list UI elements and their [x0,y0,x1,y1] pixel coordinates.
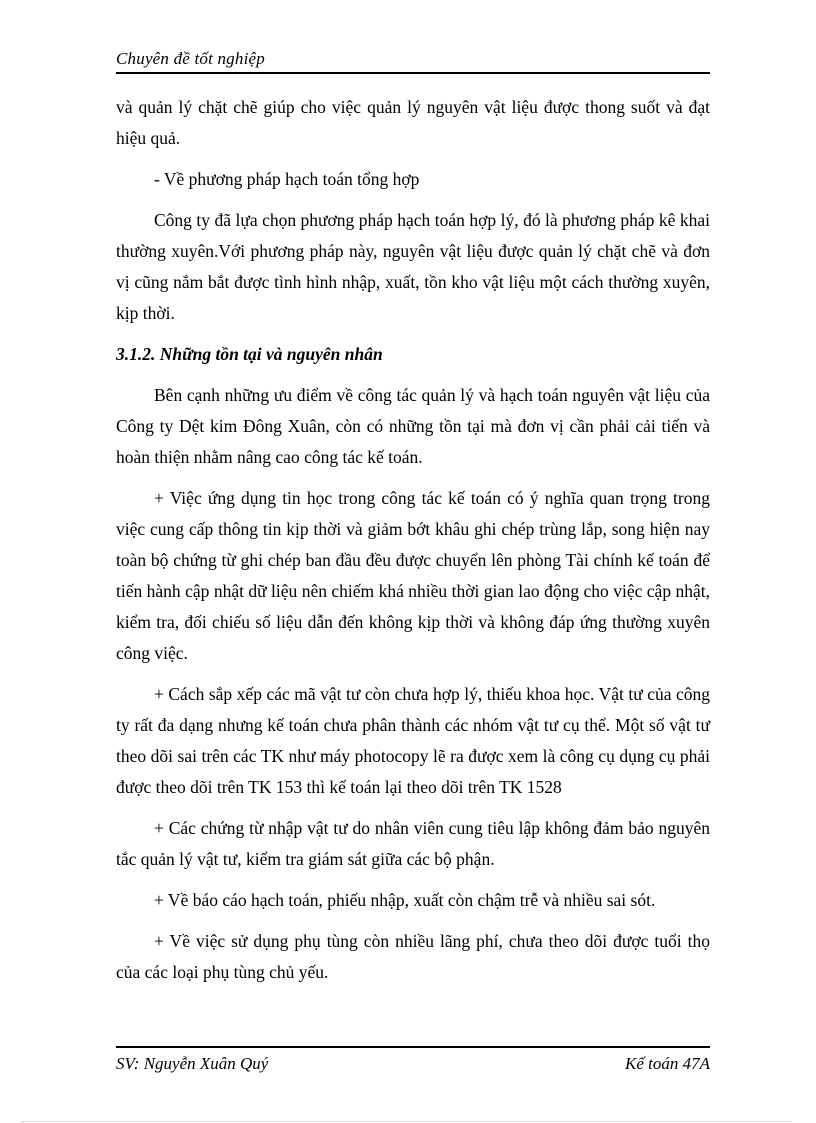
section-heading: 3.1.2. Những tồn tại và nguyên nhân [116,344,383,364]
paragraph-intro-shortcomings: Bên cạnh những ưu điểm về công tác quản lý và hạch toán nguyên vật liệu của Công ty Dệt kim Đông Xuân, còn có những tồn tại mà đơn vị cần phải cải tiến và hoàn thiện nhằm nâng cao công tác kế toán. [116,385,710,467]
page-footer [116,1046,710,1080]
paragraph-shortcoming-vouchers: + Các chứng từ nhập vật tư do nhân viên cung tiêu lập không đảm bảo nguyên tắc quản lý vật tư, kiểm tra giám sát giữa các bộ phận. [116,818,710,869]
paragraph-shortcoming-parts: + Về việc sử dụng phụ tùng còn nhiều lãng phí, chưa theo dõi được tuổi thọ của các loại phụ tùng chủ yếu. [116,931,710,982]
page-header [116,48,710,74]
footer-student-name: SV: Nguyễn Xuân Quý [116,1054,269,1073]
document-body [116,92,710,998]
paragraph-shortcoming-reports: + Về báo cáo hạch toán, phiếu nhập, xuất còn chậm trễ và nhiều sai sót. [154,890,656,910]
footer-class: Kế toán 47A [625,1054,710,1073]
paragraph-subheading-method: - Về phương pháp hạch toán tổng hợp [154,169,420,189]
paragraph-continuation: và quản lý chặt chẽ giúp cho việc quản lý nguyên vật liệu được thong suốt và đạt hiệu quả. [116,97,710,148]
page-bottom-edge [22,1121,792,1122]
paragraph-shortcoming-it: + Việc ứng dụng tin học trong công tác kế toán có ý nghĩa quan trọng trong việc cung cấp thông tin kịp thời và giảm bớt khâu ghi chép trùng lắp, song hiện nay toàn bộ chứng từ ghi chép ban đầu đều được chuyển lên phòng Tài chính kế toán để tiến hành cập nhật dữ liệu nên chiếm khá nhiều thời gian lao động cho việc cập nhật, kiểm tra, đối chiếu số liệu dẫn đến không kịp thời và không đáp ứng thường xuyên công việc. [116,488,710,663]
paragraph-method-description: Công ty đã lựa chọn phương pháp hạch toán hợp lý, đó là phương pháp kê khai thường xuyên.Với phương pháp này, nguyên vật liệu được quản lý chặt chẽ và đơn vị cũng nắm bắt được tình hình nhập, xuất, tồn kho vật liệu một cách thường xuyên, kịp thời. [116,210,710,323]
paragraph-shortcoming-codes: + Cách sắp xếp các mã vật tư còn chưa hợp lý, thiếu khoa học. Vật tư của công ty rất đa dạng nhưng kế toán chưa phân thành các nhóm vật tư cụ thể. Một số vật tư theo dõi sai trên các TK như máy photocopy lẽ ra được xem là công cụ dụng cụ phải được theo dõi trên TK 153 thì kế toán lại theo dõi trên TK 1528 [116,684,710,797]
header-title: Chuyên đề tốt nghiệp [116,49,265,68]
